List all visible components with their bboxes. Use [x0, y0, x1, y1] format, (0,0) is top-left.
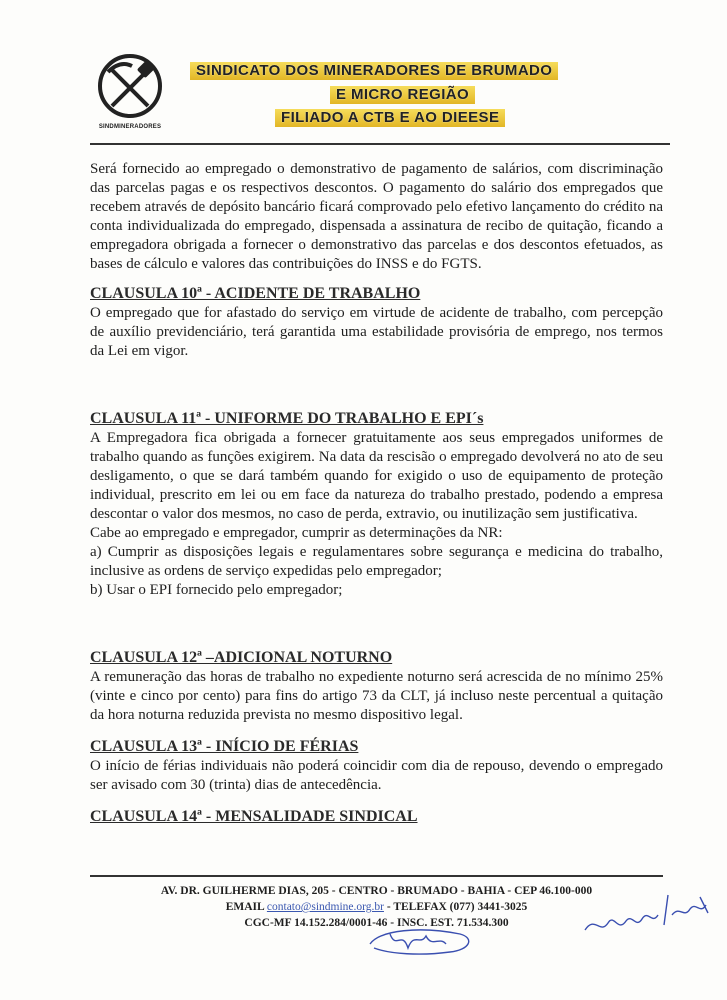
- clause-14-title: CLAUSULA 14ª - MENSALIDADE SINDICAL: [90, 808, 418, 825]
- clause-11-nr-intro: Cabe ao empregado e empregador, cumprir as determinações da NR:: [90, 525, 503, 541]
- clause-12-text: A remuneração das horas de trabalho no expediente noturno será acrescida de no mínimo 25% (vinte e cinco por cento) para fins do artigo 73 da CLT, já incluso neste percentual a quitação da hora noturna reduzida prevista no mesmo dispositivo legal.: [90, 669, 663, 723]
- clause-11-item-a: a) Cumprir as disposições legais e regulamentares sobre segurança e medicina do trabalho, inclusive as ordens de serviço expedidas pelo empregador;: [90, 544, 663, 579]
- clause-11-title: CLAUSULA 11ª - UNIFORME DO TRABALHO E EPI´s: [90, 410, 484, 427]
- header-divider: [90, 143, 670, 145]
- clause-10-text: O empregado que for afastado do serviço em virtude de acidente de trabalho, com percepção de auxílio previdenciário, terá garantida uma estabilidade provisória de emprego, nos termos da Lei em vigor.: [90, 305, 663, 359]
- logo-caption: SINDMINERADORES: [98, 124, 162, 130]
- handwritten-signature: [580, 885, 720, 945]
- handwritten-initials: [360, 920, 480, 960]
- document-body: [90, 160, 663, 827]
- union-region: E MICRO REGIÃO: [330, 86, 475, 104]
- letterhead: [90, 52, 670, 147]
- union-name: SINDICATO DOS MINERADORES DE BRUMADO: [190, 62, 558, 80]
- union-affiliation: FILIADO A CTB E AO DIEESE: [275, 109, 505, 127]
- footer-contact: [90, 899, 663, 915]
- clause-12-title: CLAUSULA 12ª –ADICIONAL NOTURNO: [90, 649, 393, 666]
- clause-11-text: A Empregadora fica obrigada a fornecer gratuitamente aos seus empregados uniformes de trabalho quando as funções exigirem. Na data da rescisão o empregado devolverá no ato de seu desligamento, o que se dará também quando for exigido o uso de equipamento de proteção individual, prescrito em lei ou em face da natureza do trabalho prestado, podendo a empresa descontar o valor dos mesmos, no caso de perda, extravio, ou inutilização sem justificativa.: [90, 430, 663, 522]
- footer-address: AV. DR. GUILHERME DIAS, 205 - CENTRO - BRUMADO - BAHIA - CEP 46.100-000: [160, 885, 593, 897]
- clause-11-item-b: b) Usar o EPI fornecido pelo empregador;: [90, 582, 343, 598]
- clause-13-title: CLAUSULA 13ª - INÍCIO DE FÉRIAS: [90, 738, 359, 755]
- footer-registration: CGC-MF 14.152.284/0001-46 - INSC. EST. 71.534.300: [244, 917, 509, 929]
- intro-paragraph: Será fornecido ao empregado o demonstrativo de pagamento de salários, com discriminação das parcelas pagas e os respectivos descontos. O pagamento do salário dos empregados que recebem através de depósito bancário ficará comprovado pelo efetivo lançamento do crédito na conta individualizada do empregado, dispensada a assinatura de recibo de quitação, ficando a empregadora obrigada a fornecer o demonstrativo das parcelas e dos descontos efetuados, as bases de cálculo e valores das contribuições do INSS e do FGTS.: [90, 161, 663, 272]
- email-link[interactable]: contato@sindmine.org.br: [266, 901, 384, 913]
- clause-10-title: CLAUSULA 10ª - ACIDENTE DE TRABALHO: [90, 285, 421, 302]
- email-label: EMAIL: [225, 901, 265, 913]
- phone: - TELEFAX (077) 3441-3025: [386, 901, 528, 913]
- clause-13-text: O início de férias individuais não poderá coincidir com dia de repouso, devendo o empregado ser avisado com 30 (trinta) dias de antecedência.: [90, 758, 663, 793]
- footer-divider: [90, 875, 663, 877]
